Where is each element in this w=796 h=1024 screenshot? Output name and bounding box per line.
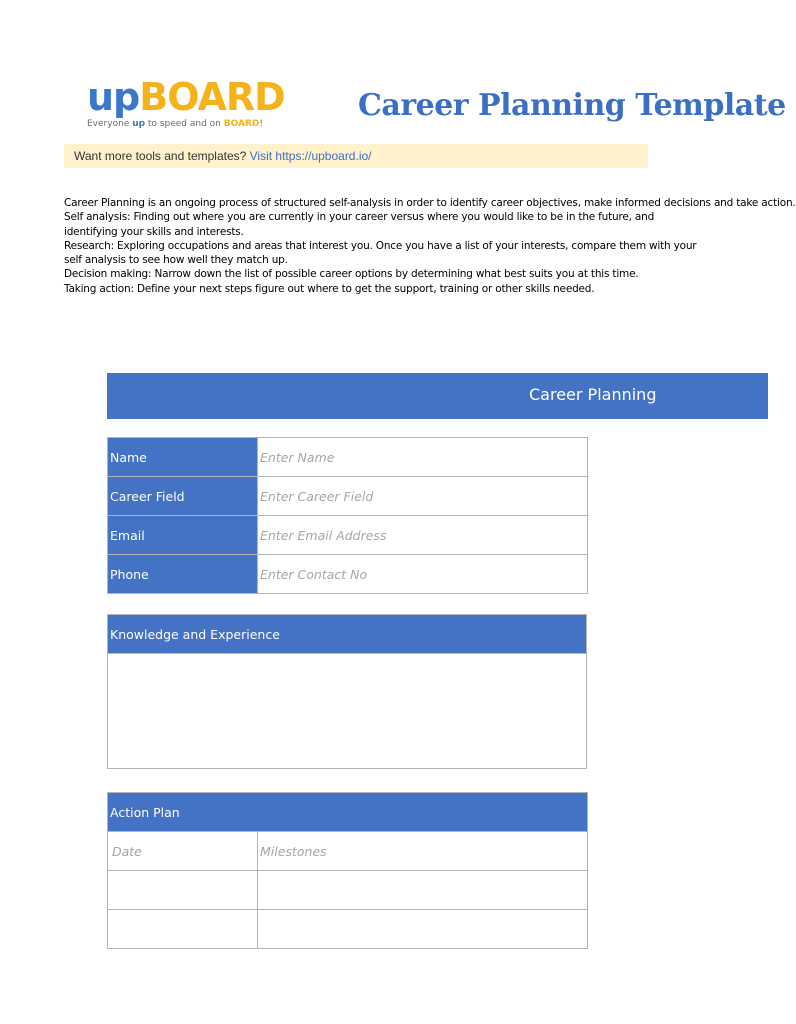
- description-self-analysis: Self analysis: Finding out where you are currently in your career versus where you would like to be in the future, and identifying your skills and interests.: [64, 211, 655, 238]
- description-block: [64, 196, 796, 300]
- date-cell[interactable]: [108, 910, 258, 949]
- name-field[interactable]: Enter Name: [258, 438, 588, 477]
- description-decision: Decision making: Narrow down the list of possible career options by determining what best suits you at this time.: [64, 268, 639, 281]
- logo-up-text: up: [87, 75, 140, 119]
- knowledge-table: [107, 614, 587, 769]
- page-title-container: [358, 86, 786, 130]
- table-row: [108, 832, 588, 871]
- page-title: Career Planning Template: [358, 88, 786, 123]
- action-plan-header: Action Plan: [108, 793, 588, 832]
- knowledge-header: Knowledge and Experience: [108, 615, 587, 654]
- table-row: [108, 793, 588, 832]
- milestone-cell[interactable]: [258, 871, 588, 910]
- date-cell[interactable]: [108, 871, 258, 910]
- table-row: [108, 438, 588, 477]
- phone-field[interactable]: Enter Contact No: [258, 555, 588, 594]
- email-field[interactable]: Enter Email Address: [258, 516, 588, 555]
- email-label: Email: [108, 516, 258, 555]
- description-intro: Career Planning is an ongoing process of structured self-analysis in order to identify career objectives, make informed decisions and take action.: [64, 197, 796, 209]
- table-row: [108, 477, 588, 516]
- table-row: [108, 871, 588, 910]
- table-row: [108, 516, 588, 555]
- table-row: [108, 654, 587, 769]
- phone-label: Phone: [108, 555, 258, 594]
- promo-banner: [64, 144, 648, 168]
- date-column-header: Date: [108, 832, 258, 871]
- milestones-column-header: Milestones: [258, 832, 588, 871]
- table-row: [108, 555, 588, 594]
- milestone-cell[interactable]: [258, 910, 588, 949]
- description-research: Research: Exploring occupations and areas that interest you. Once you have a list of your interests, compare them with your self analysis to see how well they match up.: [64, 239, 697, 267]
- upboard-link[interactable]: Visit https://upboard.io/: [249, 149, 372, 163]
- career-field-field[interactable]: Enter Career Field: [258, 477, 588, 516]
- upboard-logo: [87, 76, 287, 136]
- section-header-band: [107, 373, 768, 419]
- table-row: [108, 615, 587, 654]
- career-field-label: Career Field: [108, 477, 258, 516]
- logo-wordmark: [87, 76, 287, 118]
- name-label: Name: [108, 438, 258, 477]
- promo-text: Want more tools and templates?: [74, 149, 250, 163]
- description-action: Taking action: Define your next steps figure out where to get the support, training or other skills needed.: [64, 282, 595, 295]
- personal-info-table: [107, 437, 588, 594]
- logo-board-text: BOARD: [139, 75, 285, 119]
- knowledge-input-area[interactable]: [108, 654, 587, 769]
- action-plan-table: [107, 792, 588, 949]
- section-title: Career Planning: [529, 385, 657, 404]
- logo-tagline: Everyone up to speed and on BOARD!: [87, 119, 263, 129]
- table-row: [108, 910, 588, 949]
